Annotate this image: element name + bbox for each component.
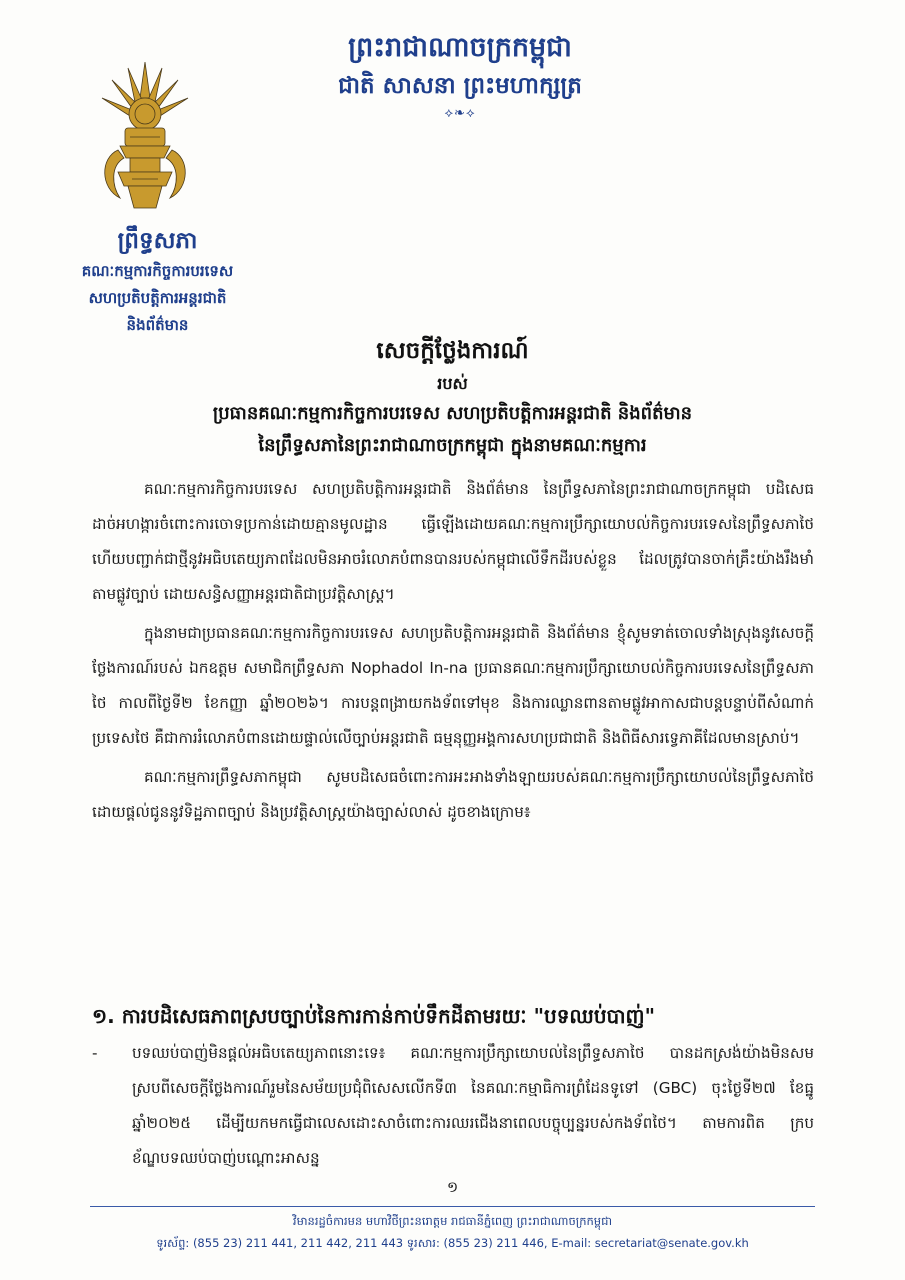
title-statement: សេចក្តីថ្លែងការណ៍	[376, 338, 529, 364]
committee-line-2: សហប្រតិបត្តិការអន្តរជាតិ	[88, 289, 227, 307]
section-1-heading: ១. ការបដិសេធភាពស្របច្បាប់នៃការកាន់កាប់ទឹកដីតាមរយៈ "បទឈប់បាញ់"	[92, 1004, 656, 1028]
footer-contact: ទូរស័ព្ទ: (855 23) 211 441, 211 442, 211 443 ទូរសារ: (855 23) 211 446, E-mail: secretariat@senate.gov.kh	[156, 1236, 749, 1250]
senate-emblem-icon	[90, 58, 200, 218]
paragraph-3: គណៈកម្មការព្រឹទ្ធសភាកម្ពុជា សូមបដិសេធចំពោះការអះអាងទាំងឡាយរបស់គណៈកម្មការប្រឹក្សាយោបល់នៃព្រឹទ្ធសភាថៃ ដោយផ្តល់ជូននូវទិដ្ឋភាពច្បាប់ និងប្រវត្តិសាស្ត្រយ៉ាងច្បាស់លាស់ ដូចខាងក្រោម៖	[92, 768, 814, 821]
bullet-dash: -	[92, 1044, 98, 1062]
committee-line-3: និងព័ត៌មាន	[126, 316, 189, 334]
paragraph-1: គណៈកម្មការកិច្ចការបរទេស សហប្រតិបត្តិការអន្តរជាតិ និងព័ត៌មាន នៃព្រឹទ្ធសភានៃព្រះរាជាណាចក្រកម្ពុជា បដិសេធដាច់អហង្ការចំពោះការចោទប្រកាន់ដោយគ្មានមូលដ្ឋាន ធ្វើឡើងដោយគណៈកម្មការប្រឹក្សាយោបល់កិច្ចការបរទេសនៃព្រឹទ្ធសភាថៃ ហើយបញ្ជាក់ជាថ្មីនូវអធិបតេយ្យភាពដែលមិនអាចរំលោភបំពានបានរបស់កម្ពុជាលើទឹកដីរបស់ខ្លួន ដែលត្រូវបានចាក់គ្រឹះយ៉ាងរឹងមាំតាមផ្លូវច្បាប់ ដោយសន្ធិសញ្ញាអន្តរជាតិជាប្រវត្តិសាស្ត្រ។	[92, 480, 814, 603]
statement-body	[92, 472, 814, 834]
ornament-divider: ⟡❧⟡	[444, 106, 476, 121]
footer	[90, 1210, 815, 1254]
title-chairman: ប្រធានគណៈកម្មការកិច្ចការបរទេស សហប្រតិបត្តិការអន្តរជាតិ និងព័ត៌មាន	[212, 403, 693, 424]
kingdom-title: ព្រះរាជាណាចក្រកម្ពុជា	[348, 32, 572, 63]
page-number: ១	[446, 1178, 459, 1196]
section-1-bullet	[92, 1036, 814, 1176]
organization-block	[55, 224, 260, 339]
committee-line-1: គណៈកម្មការកិច្ចការបរទេស	[81, 262, 234, 280]
footer-address: វិមានរដ្ឋចំការមន មហាវិថីព្រះនរោត្តម រាជធានីភ្នំពេញ ព្រះរាជាណាចក្រកម្ពុជា	[292, 1214, 613, 1228]
bullet-text: បទឈប់បាញ់មិនផ្តល់អធិបតេយ្យភាពនោះទេ៖ គណៈកម្មការប្រឹក្សាយោបល់នៃព្រឹទ្ធសភាថៃ បានដកស្រង់យ៉ាងមិនសមស្របពីសេចក្តីថ្លែងការណ៍រួមនៃសម័យប្រជុំពិសេសលើកទី៣ នៃគណៈកម្មាធិការព្រំដែនទូទៅ (GBC) ចុះថ្ងៃទី២៧ ខែធ្នូ ឆ្នាំ២០២៥ ដើម្បីយកមកធ្វើជាលេសដោះសាចំពោះការឈរជើងនាពេលបច្ចុប្បន្នរបស់កងទ័ពថៃ។ តាមការពិត ក្របខ័ណ្ឌបទឈប់បាញ់បណ្តោះអាសន្ន	[132, 1044, 814, 1167]
footer-divider	[90, 1206, 815, 1207]
national-motto: ជាតិ សាសនា ព្រះមហាក្សត្រ	[338, 73, 582, 99]
title-of: របស់	[437, 374, 468, 393]
title-senate: នៃព្រឹទ្ធសភានៃព្រះរាជាណាចក្រកម្ពុជា ក្នុងនាមគណៈកម្មការ	[258, 435, 647, 456]
statement-title	[60, 332, 845, 462]
national-header	[300, 28, 620, 124]
paragraph-2: ក្នុងនាមជាប្រធានគណៈកម្មការកិច្ចការបរទេស សហប្រតិបត្តិការអន្តរជាតិ និងព័ត៌មាន ខ្ញុំសូមទាត់ចោលទាំងស្រុងនូវសេចក្តីថ្លែងការណ៍របស់ ឯកឧត្តម សមាជិកព្រឹទ្ធសភា Nophadol In-na ប្រធានគណៈកម្មការប្រឹក្សាយោបល់កិច្ចការបរទេសនៃព្រឹទ្ធសភាថៃ កាលពីថ្ងៃទី២ ខែកញ្ញា ឆ្នាំ២០២៦។ ការបន្តពង្រាយកងទ័ពទៅមុខ និងការឈ្លានពានតាមផ្លូវអាកាសជាបន្តបន្ទាប់ពីសំណាក់ប្រទេសថៃ គឺជាការរំលោភបំពានដោយផ្ទាល់លើច្បាប់អន្តរជាតិ ធម្មនុញ្ញអង្គការសហប្រជាជាតិ និងពិធីសារទ្វេភាគីដែលមានស្រាប់។	[92, 624, 814, 747]
senate-name: ព្រឹទ្ធសភា	[117, 228, 198, 254]
